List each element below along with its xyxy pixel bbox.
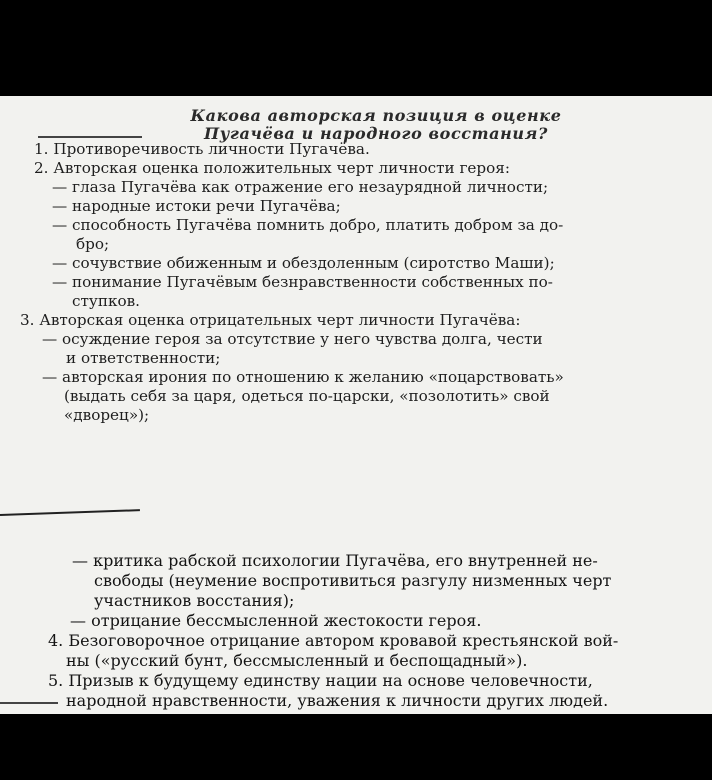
sub-item: — народные истоки речи Пугачёва; [52,197,341,215]
bottom-text-block [0,544,712,714]
heading-line-2: Пугачёва и народного восстания? [204,124,548,143]
heading-line-1: Какова авторская позиция в оценке [190,106,562,125]
sub-item-continuation: ступков. [72,292,140,310]
sub-item-continuation: бро; [76,235,110,253]
document-page [0,96,712,714]
sub-item-continuation: «дворец»); [64,406,150,424]
sub-item: — критика рабской психологии Пугачёва, его внутренней не- [72,551,598,570]
list-item-1: 1. Противоречивость личности Пугачёва. [34,140,370,158]
sub-item: — отрицание бессмысленной жестокости героя. [70,611,482,630]
sub-item: — авторская ирония по отношению к желанию «поцарствовать» [42,368,564,386]
sub-item: — понимание Пугачёвым безнравственности собственных по- [52,273,553,291]
sub-item: — осуждение героя за отсутствие у него чувства долга, чести [42,330,543,348]
list-item-continuation: народной нравственности, уважения к личности других людей. [66,691,609,710]
sub-item-continuation: участников восстания); [94,591,295,610]
list-item-continuation: ны («русский бунт, бессмысленный и беспощадный»). [66,651,528,670]
top-text-block [0,96,712,536]
list-item-4: 4. Безоговорочное отрицание автором кровавой крестьянской вой- [48,631,619,650]
sub-item: — глаза Пугачёва как отражение его незаурядной личности; [52,178,549,196]
sub-item: — способность Пугачёва помнить добро, платить добром за до- [52,216,564,234]
sub-item-continuation: и ответственности; [66,349,221,367]
heading-rule [38,136,142,138]
sub-item: — сочувствие обиженным и обездоленным (сиротство Маши); [52,254,555,272]
list-item-2: 2. Авторская оценка положительных черт личности героя: [34,159,510,177]
sub-item-continuation: свободы (неумение воспротивиться разгулу низменных черт [94,571,612,590]
list-item-5: 5. Призыв к будущему единству нации на основе человечности, [48,671,593,690]
list-item-3: 3. Авторская оценка отрицательных черт личности Пугачёва: [20,311,521,329]
sub-item-continuation: (выдать себя за царя, одеться по-царски, «позолотить» свой [64,387,550,405]
margin-rule [0,702,58,704]
